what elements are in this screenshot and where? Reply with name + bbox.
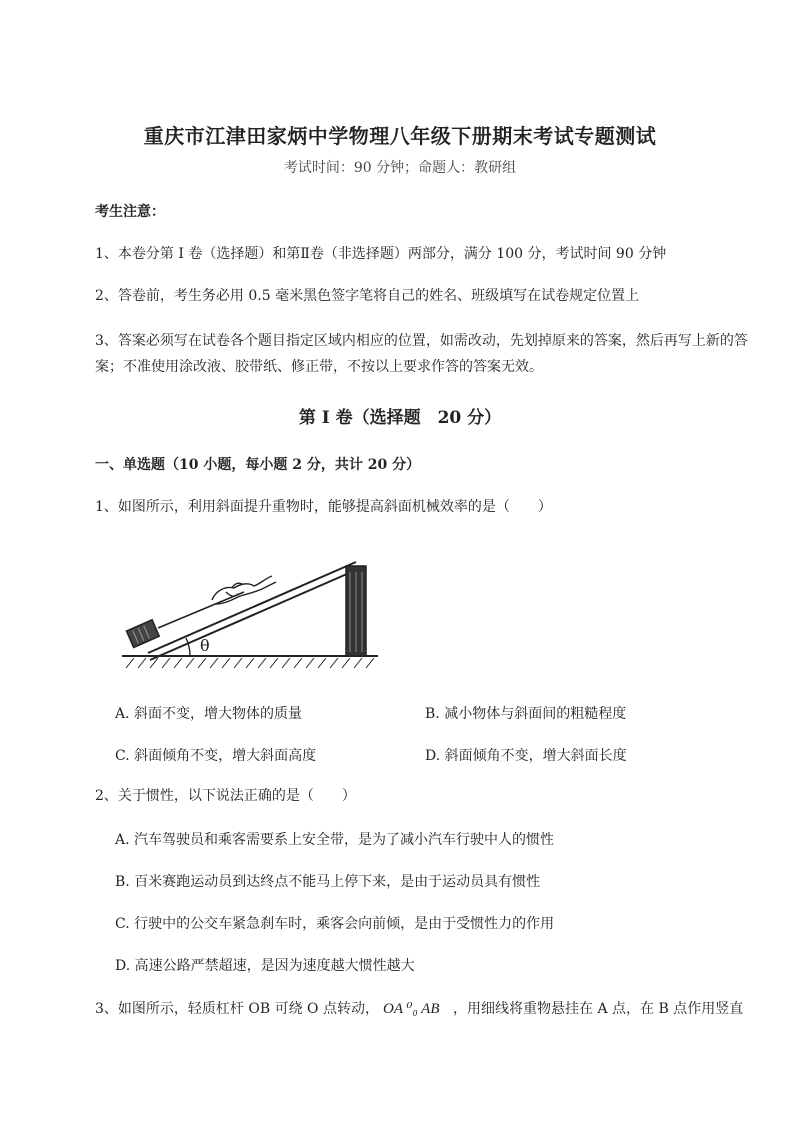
question-3-stem-end: ，用细线将重物悬挂在 A 点，在 B 点作用竖直 <box>453 1001 744 1017</box>
question-1-stem: 1、如图所示，利用斜面提升重物时，能够提高斜面机械效率的是（ ） <box>95 499 552 515</box>
q2-option-b: B. 百米赛跑运动员到达终点不能马上停下来，是由于运动员具有惯性 <box>115 874 541 890</box>
question-3-stem-start: 3、如图所示，轻质杠杆 OB 可绕 O 点转动， <box>95 1001 379 1017</box>
notice-item-2: 2、答卷前，考生务必用 0.5 毫米黑色签字笔将自己的姓名、班级填写在试卷规定位置上 <box>95 288 640 304</box>
notice-heading: 考生注意： <box>95 204 165 220</box>
q1-option-d: D. 斜面倾角不变，增大斜面长度 <box>425 748 627 764</box>
notice-item-3: 3、答案必须写在试卷各个题目指定区域内相应的位置，如需改动，先划掉原来的答案，然后再写上新的答案；不准使用涂改液、胶带纸、修正带，不按以上要求作答的答案无效。 <box>95 333 748 375</box>
q1-option-a: A. 斜面不变，增大物体的质量 <box>115 706 303 722</box>
question-2-stem: 2、关于惯性，以下说法正确的是（ ） <box>95 788 356 804</box>
q2-option-d: D. 高速公路严禁超速，是因为速度越大惯性越大 <box>115 958 415 974</box>
q1-option-c: C. 斜面倾角不变，增大斜面高度 <box>115 748 317 764</box>
part-heading: 一、单选题（10 小题，每小题 2 分，共计 20 分） <box>95 457 421 473</box>
incline-figure <box>120 548 380 673</box>
page-title: 重庆市江津田家炳中学物理八年级下册期末考试专题测试 <box>143 124 657 148</box>
q2-option-c: C. 行驶中的公交车紧急刹车时，乘客会向前倾，是由于受惯性力的作用 <box>115 916 555 932</box>
exam-info: 考试时间：90 分钟；命题人：教研组 <box>283 160 517 176</box>
q2-option-a: A. 汽车驾驶员和乘客需要系上安全带，是为了减小汽车行驶中人的惯性 <box>115 832 555 848</box>
notice-item-1: 1、本卷分第 I 卷（选择题）和第Ⅱ卷（非选择题）两部分，满分 100 分，考试时间 90 分钟 <box>95 246 667 262</box>
q1-option-b: B. 减小物体与斜面间的粗糙程度 <box>425 706 627 722</box>
angle-theta-label: θ <box>200 636 210 655</box>
question-3-formula: OA ⁰₀ AB <box>383 1001 440 1017</box>
section-title: 第 I 卷（选择题 20 分） <box>298 408 502 428</box>
